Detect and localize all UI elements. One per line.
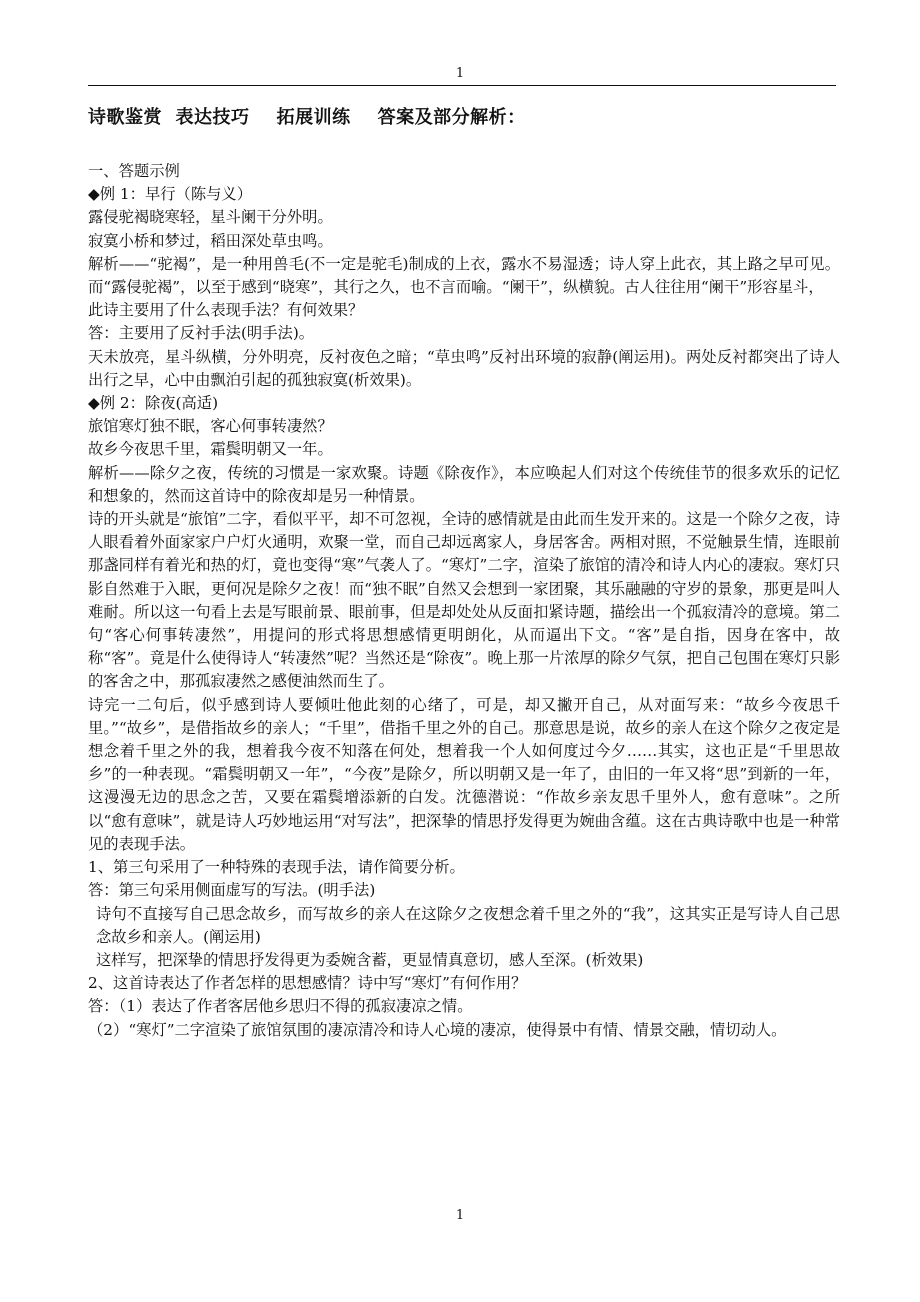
question: 此诗主要用了什么表现手法？有何效果？ xyxy=(88,301,364,320)
question: 1、第三句采用了一种特殊的表现手法，请作简要分析。 xyxy=(88,858,465,877)
poem-line: 寂寞小桥和梦过，稻田深处草虫鸣。 xyxy=(88,231,333,250)
analysis-paragraph: 解析——除夕之夜，传统的习惯是一家欢聚。诗题《除夜作》，本应唤起人们对这个传统佳节的很多欢乐的记忆和想象的，然而这首诗中的除夜却是另一种情景。 xyxy=(88,463,840,505)
answer: 答：主要用了反衬手法(明手法)。 xyxy=(88,324,315,343)
answer-detail: 这样写，把深挚的情思抒发得更为委婉含蓄，更显情真意切，感人至深。(析效果) xyxy=(96,950,644,969)
document-title: 诗歌鉴赏 表达技巧 拓展训练 答案及部分解析： xyxy=(88,107,526,128)
question: 2、这首诗表达了作者怎样的思想感情？诗中写“寒灯”有何作用？ xyxy=(88,974,527,993)
header-rule xyxy=(88,85,836,86)
answer-detail: （2）“寒灯”二字渲染了旅馆氛围的凄凉清冷和诗人心境的凄凉，使得景中有情、情景交融，情切动人。 xyxy=(88,1020,787,1039)
answer-detail: 诗句不直接写自己思念故乡，而写故乡的亲人在这除夕之夜想念着千里之外的“我”，这其实正是写诗人自己思念故乡和亲人。(阐运用) xyxy=(96,904,840,946)
poem-line: 露侵驼褐晓寒轻，星斗阑干分外明。 xyxy=(88,208,333,227)
footer-page-number: 1 xyxy=(455,1208,465,1223)
example-1-heading: ◆例 1：早行（陈与义） xyxy=(88,185,253,204)
answer-detail: 天未放亮，星斗纵横，分外明亮，反衬夜色之暗；“草虫鸣”反衬出环境的寂静(阐运用)。两处反衬都突出了诗人出行之早，心中由飘泊引起的孤独寂寞(析效果)。 xyxy=(88,347,840,389)
analysis-paragraph: 解析——“驼褐”，是一种用兽毛(不一定是驼毛)制成的上衣，露水不易湿透；诗人穿上此衣，其上路之早可见。而“露侵驼褐”，以至于感到“晓寒”，其行之久，也不言而喻。“阑干”，纵横貌。古人往往用“阑干”形容星斗， xyxy=(88,254,840,297)
section-heading: 一、答题示例 xyxy=(88,162,180,180)
analysis-paragraph: 诗的开头就是“旅馆”二字，看似平平，却不可忽视，全诗的感情就是由此而生发开来的。这是一个除夕之夜，诗人眼看着外面家家户户灯火通明，欢聚一堂，而自己却远离家人，身居客舍。两相对照，不觉触景生情，连眼前那盏同样有着光和热的灯，竟也变得“寒”气袭人了。“寒灯”二字，渲染了旅馆的清冷和诗人内心的凄寂。寒灯只影自然难于入眠，更何况是除夕之夜！而“独不眠”自然又会想到一家团聚，其乐融融的守岁的景象，那更是叫人难耐。所以这一句看上去是写眼前景、眼前事，但是却处处从反面扣紧诗题，描绘出一个孤寂清冷的意境。第二句“客心何事转凄然”，用提问的形式将思想感情更明朗化，从而逼出下文。“客”是自指，因身在客中，故称“客”。竟是什么使得诗人“转凄然”呢？当然还是“除夜”。晚上那一片浓厚的除夕气氛，把自己包围在寒灯只影的客舍之中，那孤寂凄然之感便油然而生了。 xyxy=(88,510,840,691)
document-body xyxy=(88,160,840,1042)
poem-line: 故乡今夜思千里，霜鬓明朝又一年。 xyxy=(88,440,333,459)
example-2-heading: ◆例 2：除夜(高适) xyxy=(88,394,219,413)
answer: 答：第三句采用侧面虚写的写法。(明手法) xyxy=(88,881,376,900)
poem-line: 旅馆寒灯独不眠，客心何事转凄然？ xyxy=(88,417,333,436)
analysis-paragraph: 诗完一二句后，似乎感到诗人要倾吐他此刻的心绪了，可是，却又撇开自己，从对面写来：“故乡今夜思千里。”“故乡”，是借指故乡的亲人；“千里”，借指千里之外的自己。那意思是说，故乡的亲人在这个除夕之夜定是想念着千里之外的我，想着我今夜不知落在何处，想着我一个人如何度过今夕……其实，这也正是“千里思故乡”的一种表现。“霜鬓明朝又一年”，“今夜”是除夕，所以明朝又是一年了，由旧的一年又将“思”到新的一年，这漫漫无边的思念之苦，又要在霜鬓增添新的白发。沈德潜说：“作故乡亲友思千里外人，愈有意味”。之所以“愈有意味”，就是诗人巧妙地运用“对写法”，把深挚的情思抒发得更为婉曲含蕴。这在古典诗歌中也是一种常见的表现手法。 xyxy=(88,695,840,853)
header-page-number: 1 xyxy=(455,66,465,81)
answer: 答：（1）表达了作者客居他乡思归不得的孤寂凄凉之情。 xyxy=(88,997,473,1016)
